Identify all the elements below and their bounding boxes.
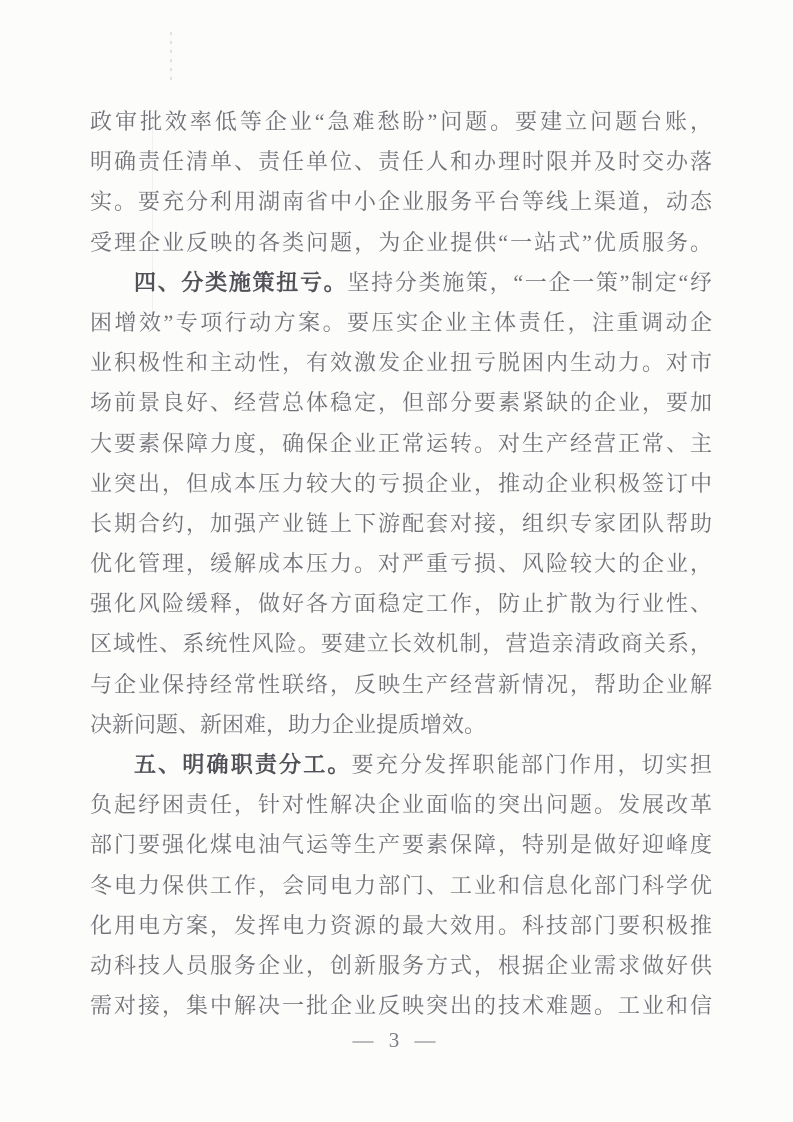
line-text: 大要素保障力度，确保企业正常运转。对生产经营正常、主: [90, 430, 712, 456]
text-line: [90, 946, 712, 986]
line-text: 业突出，但成本压力较大的亏损企业，推动企业积极签订中: [90, 470, 712, 496]
line-text: 化用电方案，发挥电力资源的最大效用。科技部门要积极推: [90, 912, 712, 938]
text-line: [90, 504, 712, 544]
line-text: 需对接，集中解决一批企业反映突出的技术难题。工业和信: [90, 993, 712, 1019]
text-line: [90, 303, 712, 343]
text-line: [90, 705, 712, 745]
text-line: [90, 825, 712, 865]
text-line: [90, 383, 712, 423]
text-line: [90, 745, 712, 785]
page-number: — 3 —: [352, 1028, 441, 1052]
section-heading: 五、明确职责分工。: [134, 753, 352, 778]
line-text: 优化管理，缓解成本压力。对严重亏损、风险较大的企业，: [90, 551, 712, 577]
line-text: 困增效”专项行动方案。要压实企业主体责任，注重调动企: [90, 309, 712, 335]
text-line: [90, 263, 712, 303]
text-line: [90, 624, 712, 664]
line-text: 强化风险缓释，做好各方面稳定工作，防止扩散为行业性、: [90, 591, 712, 617]
text-line: [90, 223, 712, 263]
text-line: [90, 182, 712, 222]
line-text: 区域性、系统性风险。要建立长效机制，营造亲清政商关系，: [90, 631, 712, 657]
text-line: [90, 906, 712, 946]
text-line: [90, 665, 712, 705]
line-text: 冬电力保供工作，会同电力部门、工业和信息化部门科学优: [90, 872, 712, 898]
text-line: [90, 343, 712, 383]
text-line: [90, 464, 712, 504]
line-text: 动科技人员服务企业，创新服务方式，根据企业需求做好供: [90, 952, 712, 978]
section-heading: 四、分类施策扭亏。: [134, 270, 348, 296]
line-text: 决新问题、新困难，助力企业提质增效。: [90, 711, 487, 737]
text-line: [90, 142, 712, 182]
text-line: [90, 544, 712, 584]
scan-artifact: [170, 32, 172, 80]
line-text: 坚持分类施策，“一企一策”制定“纾: [347, 269, 712, 295]
line-text: 负起纾困责任，针对性解决企业面临的突出问题。发展改革: [90, 792, 712, 818]
document-body: [90, 102, 712, 1026]
text-line: [90, 866, 712, 906]
text-line: [90, 785, 712, 825]
line-text: 长期合约，加强产业链上下游配套对接，组织专家团队帮助: [90, 510, 712, 536]
line-text: 场前景良好、经营总体稳定，但部分要素紧缺的企业，要加: [90, 390, 712, 416]
line-text: 受理企业反映的各类问题，为企业提供“一站式”优质服务。: [90, 229, 712, 255]
line-text: 要充分发挥职能部门作用，切实担: [351, 752, 712, 777]
line-text: 业积极性和主动性，有效激发企业扭亏脱困内生动力。对市: [90, 350, 712, 376]
line-text: 政审批效率低等企业“急难愁盼”问题。要建立问题台账，: [90, 109, 712, 134]
text-line: [90, 424, 712, 464]
line-text: 部门要强化煤电油气运等生产要素保障，特别是做好迎峰度: [90, 832, 712, 858]
text-line: [90, 584, 712, 624]
line-text: 实。要充分利用湖南省中小企业服务平台等线上渠道，动态: [90, 189, 712, 215]
line-text: 与企业保持经常性联络，反映生产经营新情况，帮助企业解: [90, 671, 712, 697]
line-text: 明确责任清单、责任单位、责任人和办理时限并及时交办落: [90, 149, 712, 175]
text-line: [90, 102, 712, 142]
